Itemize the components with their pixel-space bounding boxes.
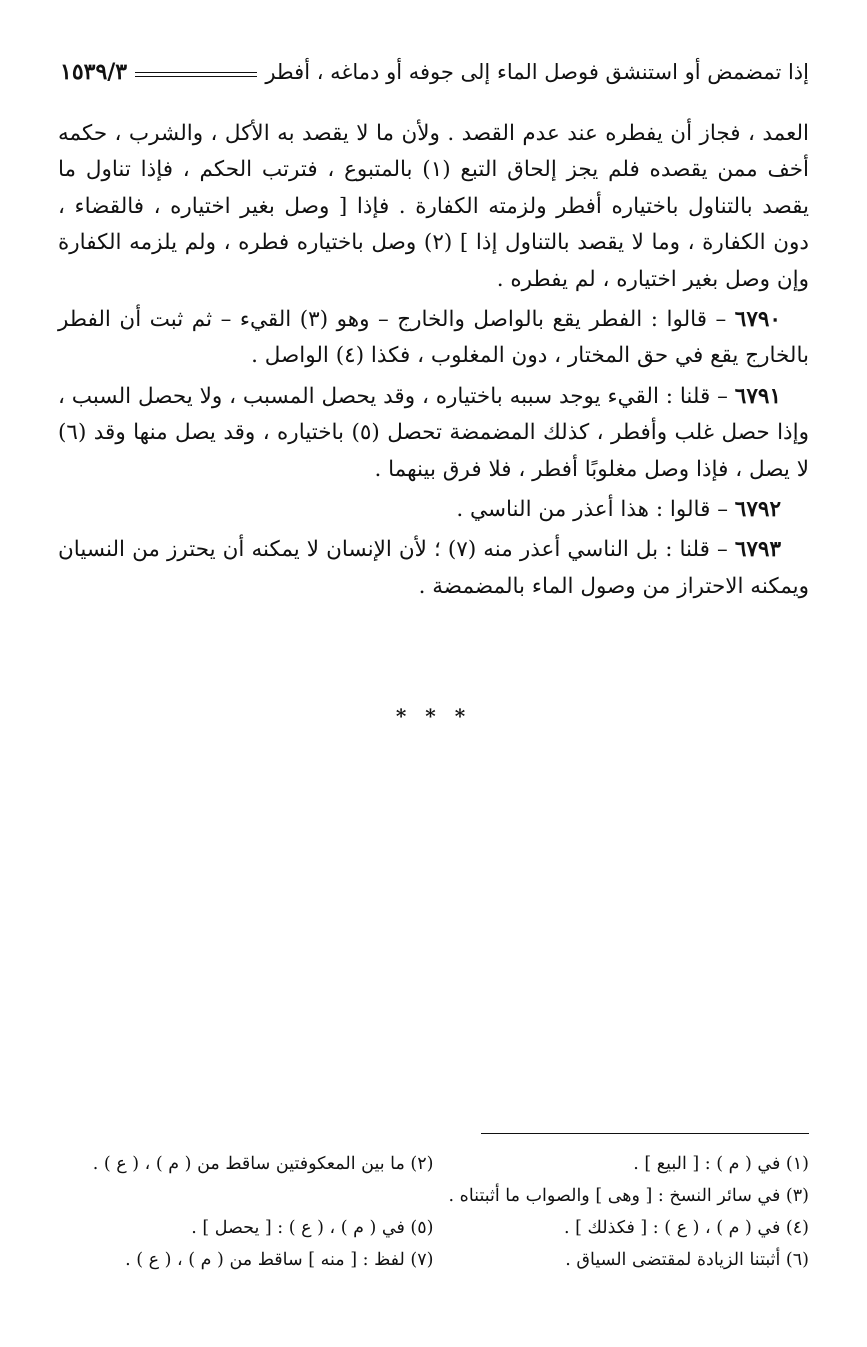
issue-number: ٦٧٩٣ [734, 537, 782, 563]
footnote-row [58, 1148, 809, 1180]
running-header [60, 56, 809, 88]
paragraph-6793 [58, 532, 809, 605]
footnote-7: (٧) لفظ : [ منه ] ساقط من ( م ) ، ( ع ) . [125, 1250, 434, 1270]
footnote-2: (٢) ما بين المعكوفتين ساقط من ( م ) ، ( ع ) . [92, 1154, 434, 1174]
section-separator: * * * [395, 704, 472, 728]
footnote-1: (١) في ( م ) : [ البيع ] . [633, 1154, 809, 1174]
paragraph-6792 [58, 492, 809, 528]
footnote-row [58, 1180, 809, 1212]
paragraph-text: – قلنا : القيء يوجد سببه باختياره ، وقد يحصل المسبب ، ولا يحصل السبب ، وإذا حصل غلب وأفطر ، كذلك المضمضة تحصل (٥) باختياره ، وقد يصل منها وقد (٦) لا يصل ، فإذا وصل مغلوبًا أفطر ، فلا فرق بينهما . [58, 383, 809, 482]
issue-number: ٦٧٩٢ [734, 497, 781, 523]
footnote-6: (٦) أثبتنا الزيادة لمقتضى السياق . [565, 1250, 809, 1270]
header-rule [135, 72, 257, 77]
footnote-4: (٤) في ( م ) ، ( ع ) : [ فكذلك ] . [564, 1218, 809, 1238]
footnote-row [58, 1244, 809, 1276]
footnote-rule [481, 1133, 809, 1134]
issue-number: ٦٧٩١ [734, 383, 781, 409]
issue-number: ٦٧٩٠ [734, 307, 781, 333]
footnotes [58, 1148, 809, 1276]
running-title: إذا تمضمض أو استنشق فوصل الماء إلى جوفه أو دماغه ، أفطر [265, 60, 809, 84]
footnote-row [58, 1212, 809, 1244]
footnote-5: (٥) في ( م ) ، ( ع ) : [ يحصل ] . [191, 1218, 434, 1238]
paragraph-text: – قالوا : الفطر يقع بالواصل والخارج – وهو (٣) القيء – ثم ثبت أن الفطر بالخارج يقع في حق المختار ، دون المغلوب ، فكذا (٤) الواصل . [58, 307, 809, 369]
paragraph-text: العمد ، فجاز أن يفطره عند عدم القصد . ولأن ما لا يقصد به الأكل ، والشرب ، حكمه أخف ممن يقصده فلم يجز إلحاق التبع (١) بالمتبوع ، فترتب الحكم ، فإذا تناول ما يقصد بالتناول باختياره أفطر ولزمته الكفارة . فإذا [ وصل بغير اختياره ، فالقضاء ، دون الكفارة ، وما لا يقصد بالتناول إذا ] (٢) وصل باختياره فطره ، ولم يلزمه الكفارة وإن وصل بغير اختياره ، لم يفطره . [58, 121, 809, 292]
paragraph-continuation [58, 116, 809, 298]
paragraph-6790 [58, 302, 809, 375]
paragraph-6791 [58, 379, 809, 488]
main-text [58, 116, 809, 605]
page-number: ١٥٣٩/٣ [60, 59, 128, 85]
paragraph-text: – قالوا : هذا أعذر من الناسي . [456, 497, 728, 523]
paragraph-text: – قلنا : بل الناسي أعذر منه (٧) ؛ لأن الإنسان لا يمكنه أن يحترز من النسيان ويمكنه الاحتراز من وصول الماء بالمضمضة . [58, 537, 809, 599]
footnote-3: (٣) في سائر النسخ : [ وهى ] والصواب ما أثبتناه . [448, 1186, 809, 1206]
